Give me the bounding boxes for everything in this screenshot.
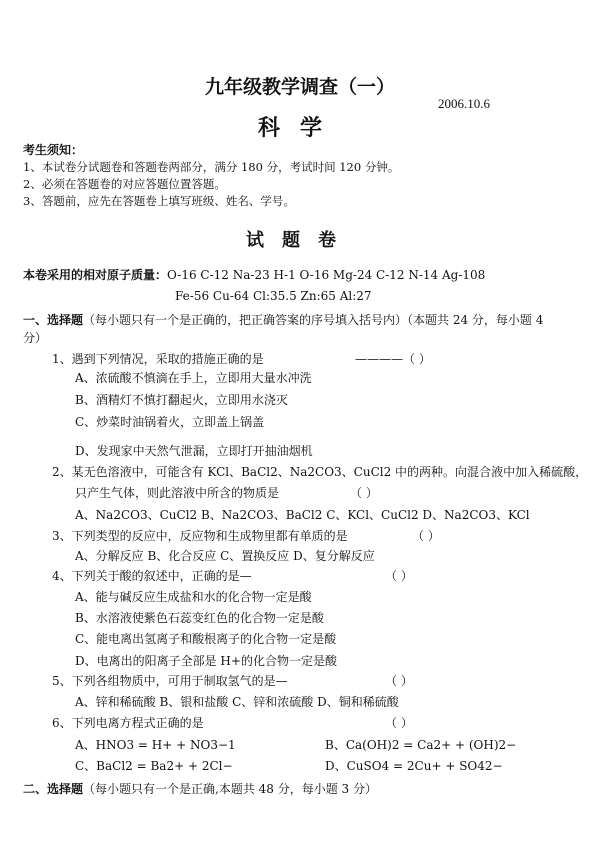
exam-date: 2006.10.6	[438, 96, 490, 111]
question-3-options[interactable]: A、分解反应 B、化合反应 C、置换反应 D、复分解反应	[75, 549, 375, 563]
atomic-mass-values-1: O-16 C-12 Na-23 H-1 O-16 Mg-24 C-12 N-14 Ag-108	[167, 268, 486, 282]
notice-item-2: 2、必须在答题卷的对应答题位置答题。	[23, 177, 226, 191]
question-4-blank[interactable]: （ ）	[385, 569, 413, 583]
question-3-blank[interactable]: （ ）	[412, 529, 440, 543]
question-5-options[interactable]: A、锌和稀硫酸 B、银和盐酸 C、锌和浓硫酸 D、铜和稀硫酸	[75, 695, 399, 709]
exam-title: 九年级教学调查（一）	[204, 76, 395, 98]
notice-item-1: 1、本试卷分试题卷和答题卷两部分，满分 180 分，考试时间 120 分钟。	[23, 160, 400, 174]
question-1-stem: 1、遇到下列情况，采取的措施正确的是	[52, 352, 264, 366]
notice-item-3: 3、答题前，应先在答题卷上填写班级、姓名、学号。	[23, 194, 295, 208]
atomic-mass-label: 本卷采用的相对原子质量：	[23, 268, 168, 282]
question-3-stem: 3、下列类型的反应中，反应物和生成物里都有单质的是	[52, 529, 348, 543]
question-6-blank[interactable]: （ ）	[385, 716, 413, 730]
question-2-blank[interactable]: （ ）	[350, 486, 378, 500]
section2-heading-line	[23, 780, 377, 797]
question-1-option-b[interactable]: B、酒精灯不慎打翻起火，立即用水浇灭	[75, 393, 288, 407]
question-1-option-d[interactable]: D、发现家中天然气泄漏，立即打开抽油烟机	[75, 444, 313, 458]
question-1-option-c[interactable]: C、炒菜时油锅着火，立即盖上锅盖	[75, 415, 265, 429]
question-6-option-b[interactable]: B、Ca(OH)2 = Ca2+ + (OH)2−	[325, 738, 517, 752]
question-4-option-a[interactable]: A、能与碱反应生成盐和水的化合物一定是酸	[75, 590, 312, 604]
section1-heading-line	[23, 311, 543, 328]
paper-title: 试题卷	[246, 230, 354, 251]
question-5-stem: 5、下列各组物质中，可用于制取氢气的是—	[52, 674, 288, 688]
section1-heading: 一、选择题	[23, 313, 84, 327]
question-4-option-c[interactable]: C、能电离出氢离子和酸根离子的化合物一定是酸	[75, 632, 337, 646]
notice-title: 考生须知：	[23, 143, 84, 157]
section2-desc: （每小题只有一个是正确,本题共 48 分，每小题 3 分）	[83, 782, 377, 796]
question-4-stem: 4、下列关于酸的叙述中，正确的是—	[52, 569, 252, 583]
atomic-mass-values-2: Fe-56 Cu-64 Cl:35.5 Zn:65 Al:27	[175, 289, 372, 303]
question-6-stem: 6、下列电离方程式正确的是	[52, 716, 204, 730]
question-6-option-c[interactable]: C、BaCl2 = Ba2+ + 2Cl−	[75, 759, 233, 773]
question-4-option-d[interactable]: D、电离出的阳离子全部是 H+的化合物一定是酸	[75, 654, 337, 668]
subject-title: 科学	[257, 116, 342, 141]
question-5-blank[interactable]: （ ）	[385, 674, 413, 688]
question-2-stem-cont: 只产生气体，则此溶液中所含的物质是	[75, 486, 280, 500]
question-4-option-b[interactable]: B、水溶液使紫色石蕊变红色的化合物一定是酸	[75, 611, 324, 625]
question-2-stem: 2、某无色溶液中，可能含有 KCl、BaCl2、Na2CO3、CuCl2 中的两种。向混合液中加入稀硫酸，	[52, 465, 588, 479]
question-6-option-d[interactable]: D、CuSO4 = 2Cu+ + SO42−	[325, 759, 503, 773]
section1-desc-cont: 分）	[23, 331, 48, 345]
atomic-mass-line-1	[23, 266, 485, 283]
section2-heading: 二、选择题	[23, 782, 84, 796]
question-1-option-a[interactable]: A、浓硫酸不慎滴在手上，立即用大量水冲洗	[75, 371, 312, 385]
question-2-options[interactable]: A、Na2CO3、CuCl2 B、Na2CO3、BaCl2 C、KCl、CuCl2 D、Na2CO3、KCl	[75, 508, 530, 522]
question-6-option-a[interactable]: A、HNO3 = H+ + NO3−1	[75, 738, 236, 752]
question-1-blank[interactable]: ————（ ）	[355, 352, 431, 366]
section1-desc: （每小题只有一个是正确的，把正确答案的序号填入括号内）（本题共 24 分，每小题 4	[83, 313, 544, 327]
